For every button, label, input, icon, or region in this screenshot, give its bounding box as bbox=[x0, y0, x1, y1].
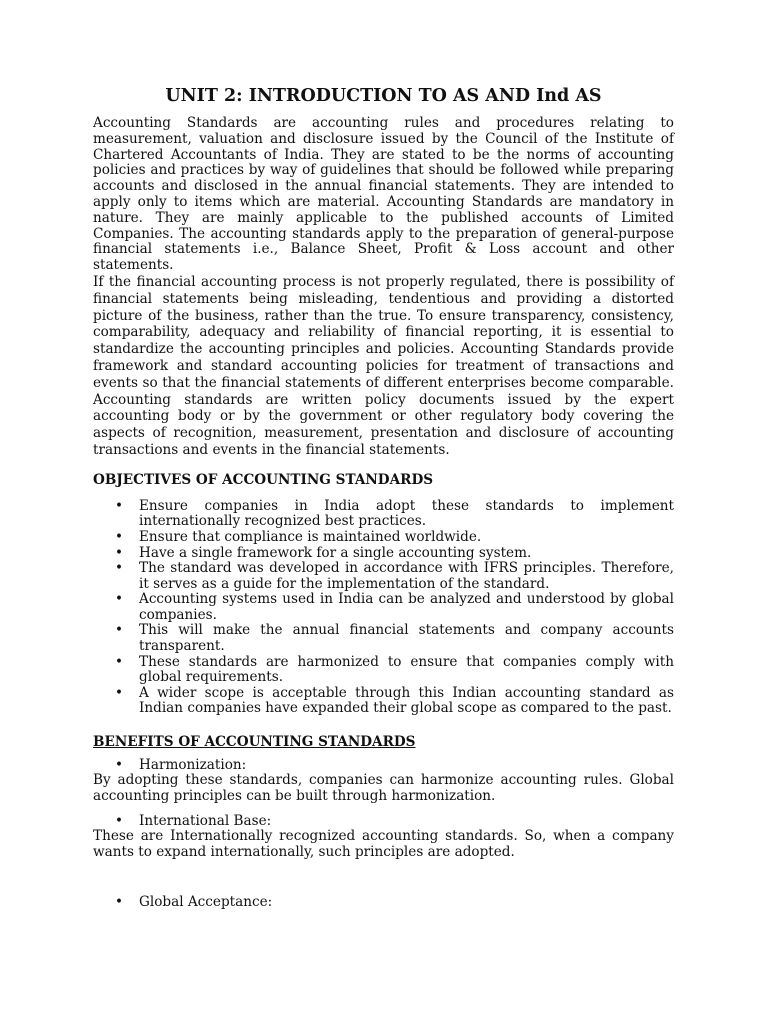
bullet-icon: • bbox=[115, 894, 124, 911]
bullet-icon: • bbox=[115, 653, 124, 670]
bullet-icon: • bbox=[115, 622, 124, 639]
list-item-text: Ensure companies in India adopt these standards to implement internationally recognized best practices. bbox=[139, 497, 674, 530]
bullet-icon: • bbox=[115, 560, 124, 577]
list-item-text: These standards are harmonized to ensure that companies comply with global requirements. bbox=[139, 653, 674, 686]
list-item-text: Ensure that compliance is maintained worldwide. bbox=[139, 528, 482, 545]
bullet-icon: • bbox=[115, 757, 124, 774]
objectives-list bbox=[93, 499, 674, 717]
benefit-global-acceptance-label bbox=[93, 894, 674, 910]
list-item bbox=[115, 544, 674, 562]
intro-paragraph-1: Accounting Standards are accounting rules and procedures relating to measurement, valuation and disclosure issued by the Council of the Institute of Chartered Accountants of India. They are stated to be the norms of accounting policies and practices by way of guidelines that should be followed while preparing accounts and disclosed in the annual financial statements. They are intended to apply only to items which are material. Accounting Standards are mandatory in nature. They are mainly applicable to the published accounts of Limited Companies. The accounting standards apply to the preparation of general-purpose financial statements i.e., Balance Sheet, Profit & Loss account and other statements. bbox=[93, 115, 674, 274]
benefit-label-text: Harmonization: bbox=[139, 757, 247, 774]
benefit-international-base-label bbox=[93, 813, 674, 829]
list-item bbox=[115, 591, 674, 623]
bullet-icon: • bbox=[115, 544, 124, 561]
objectives-heading: OBJECTIVES OF ACCOUNTING STANDARDS bbox=[93, 471, 434, 488]
list-item-text: Have a single framework for a single accounting system. bbox=[139, 544, 532, 561]
benefits-heading: BENEFITS OF ACCOUNTING STANDARDS bbox=[93, 734, 416, 751]
document-page bbox=[93, 84, 674, 910]
bullet-icon: • bbox=[115, 684, 124, 701]
list-item-text: This will make the annual financial statements and company accounts transparent. bbox=[139, 622, 674, 655]
benefit-harmonization-text: By adopting these standards, companies can harmonize accounting rules. Global accounting principles can be built through harmonization. bbox=[93, 772, 674, 804]
benefit-harmonization-label bbox=[93, 757, 674, 773]
list-item bbox=[115, 684, 674, 717]
benefit-international-base-text: These are Internationally recognized accounting standards. So, when a company wants to expand internationally, such principles are adopted. bbox=[93, 828, 674, 860]
page-title: UNIT 2: INTRODUCTION TO AS AND Ind AS bbox=[165, 86, 602, 106]
list-item-text: Accounting systems used in India can be analyzed and understood by global companies. bbox=[139, 591, 674, 623]
list-item bbox=[115, 622, 674, 655]
bullet-icon: • bbox=[115, 497, 124, 514]
list-item bbox=[115, 653, 674, 686]
list-item bbox=[115, 497, 674, 530]
bullet-icon: • bbox=[115, 591, 124, 608]
list-item bbox=[115, 528, 674, 546]
benefit-label-text: Global Acceptance: bbox=[139, 894, 273, 911]
intro-paragraph-2: If the financial accounting process is not properly regulated, there is possibility of financial statements being misleading, tendentious and providing a distorted picture of the business, rather than the true. To ensure transparency, consistency, comparability, adequacy and reliability of financial reporting, it is essential to standardize the accounting principles and policies. Accounting Standards provide framework and standard accounting policies for treatment of transactions and events so that the financial statements of different enterprises become comparable. Accounting standards are written policy documents issued by the expert accounting body or by the government or other regulatory body covering the aspects of recognition, measurement, presentation and disclosure of accounting transactions and events in the financial statements. bbox=[93, 273, 674, 458]
list-item-text: The standard was developed in accordance with IFRS principles. Therefore, it serves as a guide for the implementation of the standard. bbox=[139, 560, 674, 592]
bullet-icon: • bbox=[115, 813, 124, 830]
list-item bbox=[115, 560, 674, 592]
bullet-icon: • bbox=[115, 528, 124, 545]
benefit-label-text: International Base: bbox=[139, 813, 272, 830]
list-item-text: A wider scope is acceptable through this Indian accounting standard as Indian companies have expanded their global scope as compared to the past. bbox=[139, 684, 674, 717]
spacer bbox=[93, 860, 674, 878]
